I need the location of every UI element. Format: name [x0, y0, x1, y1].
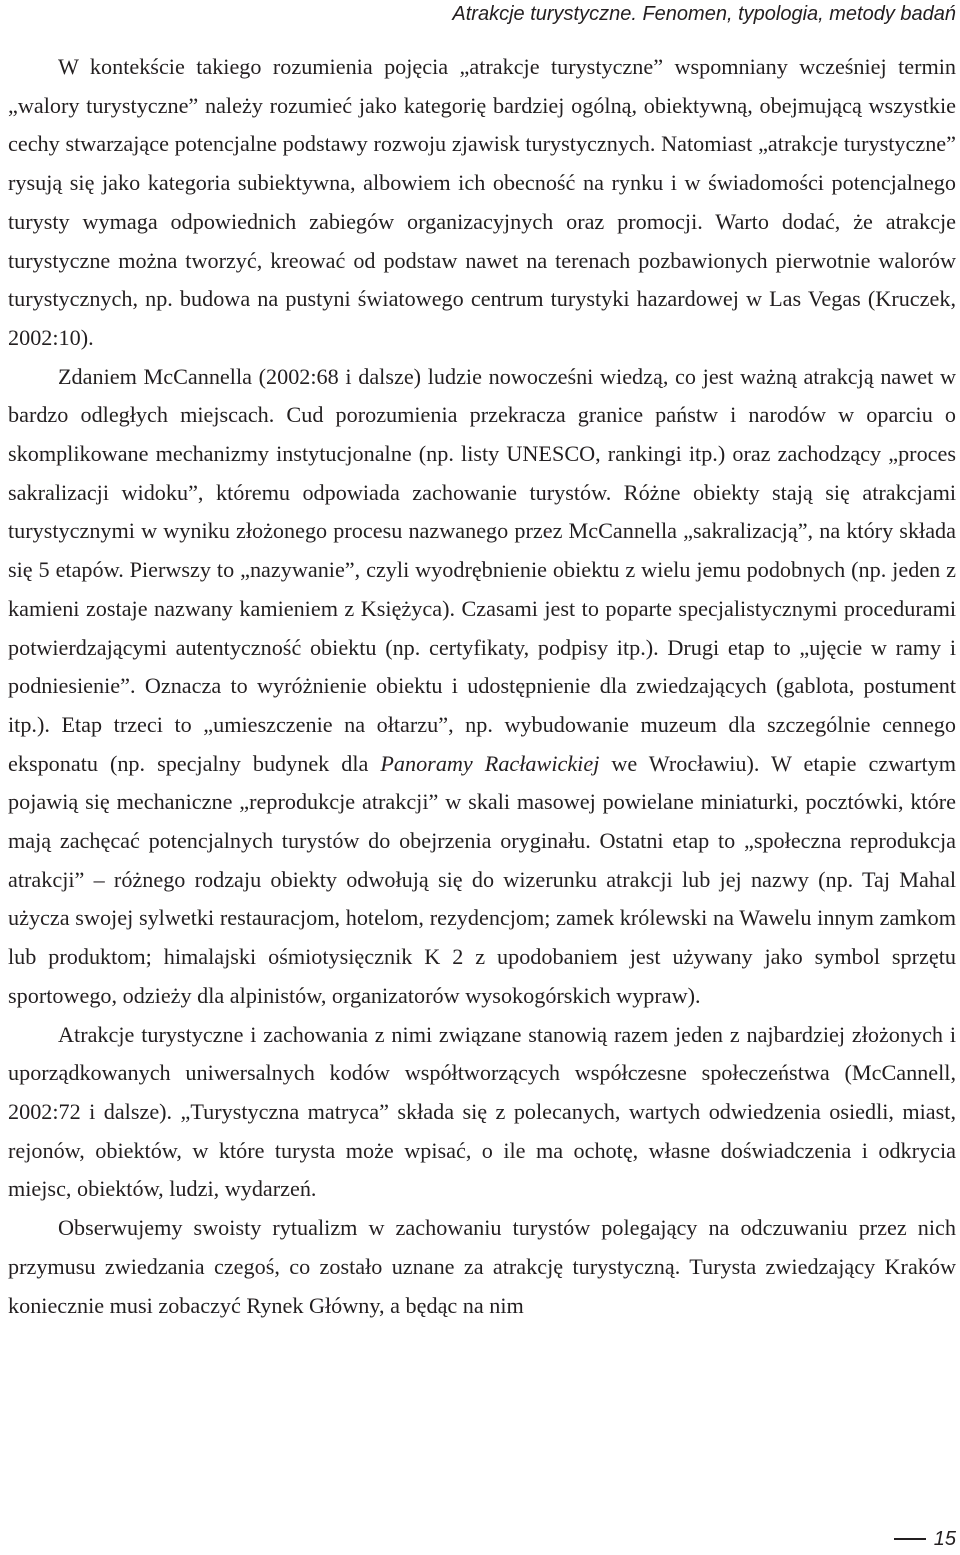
paragraph-2-main: Zdaniem McCannella (2002:68 i dalsze) ludzie nowocześni wiedzą, co jest ważną atrakcją nawet w bardzo odległych miejscach. Cud porozumienia przekracza granice państw i narodów w oparciu o skomplikowane mechanizmy instytucjonalne (np. listy UNESCO, rankingi itp.) oraz zachodzący „proces sakralizacji widoku”, któremu odpowiada zachowanie turystów. Różne obiekty stają się atrakcjami turystycznymi w wyniku złożonego procesu nazwanego przez McCannella „sakralizacją”, na który składa się 5 etapów. Pierwszy to „nazywanie”, czyli wyodrębnienie obiektu z wielu jemu podobnych (np. jeden z kamieni zostaje nazwany kamieniem z Księżyca). Czasami jest to poparte specjalistycznymi procedurami potwierdzającymi autentyczność obiektu (np. certyfikaty, podpisy itp.). Drugi etap to „ujęcie w ramy i podniesienie”. Oznacza to wyróżnienie obiektu i udostępnienie dla zwiedzających (gablota, postument itp.). Etap trzeci to „umieszczenie na ołtarzu”, np. wybudowanie muzeum dla szczególnie cennego eksponatu (np. specjalny budynek dla — [8, 363, 956, 776]
page-number: 15 — [933, 1528, 956, 1550]
paragraph-2-tail: we Wrocławiu). W etapie czwartym pojawią się mechaniczne „reprodukcje atrakcji” w skali masowej powielane miniaturki, pocztówki, które mają zachęcać potencjalnych turystów do obejrzenia oryginału. Ostatni etap to „społeczna reprodukcja atrakcji” – różnego rodzaju obiekty odwołują się do wizerunku atrakcji lub jej nazwy (np. Taj Mahal użycza swojej sylwetki restauracjom, hotelom, rezydencjom; zamek królewski na Wawelu innym zamkom lub produktom; himalajski ośmiotysięcznik K 2 z upodobaniem jest używany jako symbol sprzętu sportowego, odzieży dla alpinistów, organizatorów wysokogórskich wypraw). — [8, 750, 956, 1008]
paragraph-1: W kontekście takiego rozumienia pojęcia „atrakcje turystyczne” wspomniany wcześniej termin „walory turystyczne” należy rozumieć jako kategorię bardziej ogólną, obiektywną, obejmującą wszystkie cechy stwarzające potencjalne podstawy rozwoju zjawisk turystycznych. Natomiast „atrakcje turystyczne” rysują się jako kategoria subiektywna, albowiem ich obecność na rynku i w świadomości potencjalnego turysty wymaga odpowiednich zabiegów organizacyjnych oraz promocji. Warto dodać, że atrakcje turystyczne można tworzyć, kreować od podstaw nawet na terenach pozbawionych pierwotnie walorów turystycznych, np. budowa na pustyni światowego centrum turystyki hazardowej w Las Vegas (Kruczek, 2002:10). — [8, 54, 956, 350]
paragraph-4: Obserwujemy swoisty rytualizm w zachowaniu turystów polegający na odczuwaniu przez nich przymusu zwiedzania czegoś, co zostało uznane za atrakcję turystyczną. Turysta zwiedzający Kraków koniecznie musi zobaczyć Rynek Główny, a będąc na nim — [8, 1215, 956, 1318]
text-body — [8, 48, 956, 1325]
running-header-title: Atrakcje turystyczne. Fenomen, typologia, metody badań — [452, 3, 956, 25]
italic-work-title: Panoramy Racławickiej — [380, 750, 600, 776]
paragraph-3: Atrakcje turystyczne i zachowania z nimi związane stanowią razem jeden z najbardziej złożonych i uporządkowanych uniwersalnych kodów współtworzących współczesne społeczeństwa (McCannell, 2002:72 i dalsze). „Turystyczna matryca” składa się z polecanych, wartych odwiedzenia osiedli, miast, rejonów, obiektów, w które turysta może wpisać, o ile ma ochotę, własne doświadczenia i odkrycia miejsc, obiektów, ludzi, wydarzeń. — [8, 1021, 956, 1202]
page-footer — [894, 1527, 956, 1551]
footer-rule — [894, 1538, 926, 1540]
running-header — [452, 2, 956, 26]
paragraph-2 — [8, 358, 956, 1016]
